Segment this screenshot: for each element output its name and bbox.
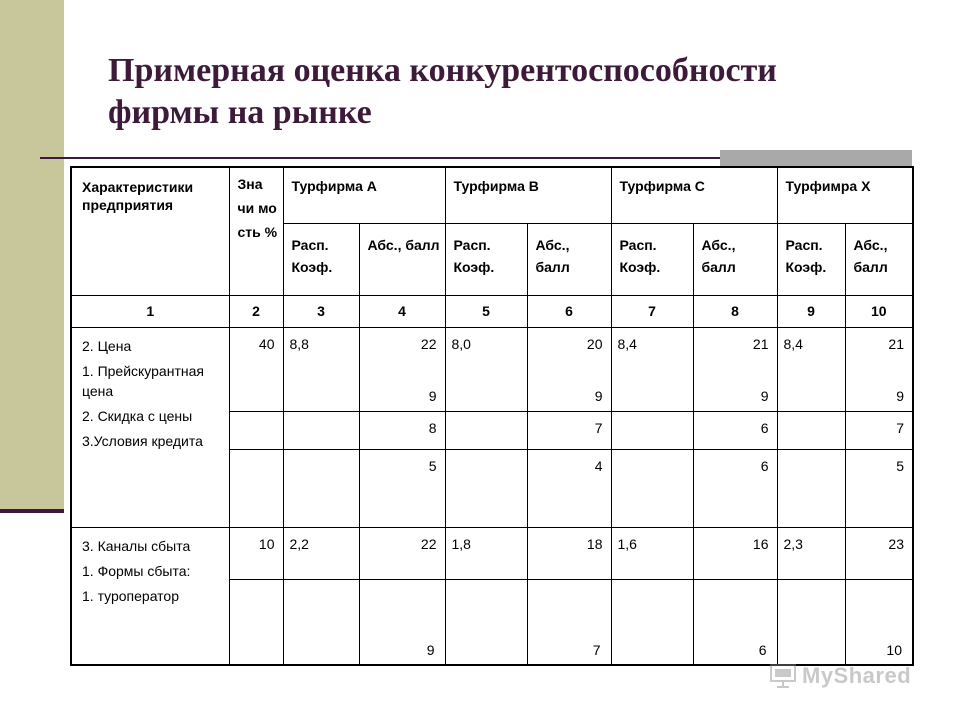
price-coef-a: 8,8 [283,327,359,411]
price-label-line: 3.Условия кредита [82,432,203,449]
price-abs-x-list: 9 [896,387,904,404]
price-label-line: 2. Скидка с цены [82,407,193,424]
column-number-row [71,295,913,327]
tour-operator-coef-a-empty [283,579,359,665]
price-abs-a-list: 9 [428,387,437,404]
channels-row-main [71,527,913,579]
discount-abs-b: 7 [527,411,611,449]
header-firm-c: Турфирма С [611,167,777,223]
channels-label-line: 3. Каналы сбыта [82,537,191,554]
slide-title-line2: фирмы на рынке [108,94,372,131]
credit-coef-c-empty [611,449,693,527]
channels-characteristic [71,527,229,665]
price-label-line: 1. Прейскурантная цена [82,362,204,399]
watermark-text: MyShared [802,663,912,688]
header-abs-x: Абс., балл [845,223,913,295]
price-abs-c-total: 21 [752,335,769,352]
col-num-8: 8 [693,295,777,327]
header-coef-x: Расп. Коэф. [777,223,845,295]
header-significance: Зна чи мо сть % [229,167,283,295]
header-abs-a: Абс., балл [359,223,445,295]
tour-operator-abs-x-value: 10 [886,642,902,658]
discount-coef-b-empty [445,411,527,449]
header-abs-b: Абс., балл [527,223,611,295]
channels-significance: 10 [229,527,283,579]
col-num-4: 4 [359,295,445,327]
tour-operator-abs-b [527,579,611,665]
price-abs-a [359,327,445,411]
discount-coef-x-empty [777,411,845,449]
col-num-9: 9 [777,295,845,327]
credit-abs-c: 6 [693,449,777,527]
channels-coef-a: 2,2 [283,527,359,579]
header-characteristic: Характеристики предприятия [71,167,229,295]
price-significance: 40 [229,327,283,411]
price-label-line: 2. Цена [82,337,132,354]
tour-operator-coef-x-empty [777,579,845,665]
channels-abs-a: 22 [359,527,445,579]
price-characteristic [71,327,229,527]
discount-coef-c-empty [611,411,693,449]
discount-significance-empty [229,411,283,449]
credit-abs-x: 5 [845,449,913,527]
header-coef-c: Расп. Коэф. [611,223,693,295]
tour-operator-abs-c [693,579,777,665]
tour-operator-abs-a [359,579,445,665]
watermark [768,656,928,696]
col-num-3: 3 [283,295,359,327]
price-coef-c: 8,4 [611,327,693,411]
price-abs-b [527,327,611,411]
credit-abs-a: 5 [359,449,445,527]
tour-operator-significance-empty [229,579,283,665]
competitiveness-table [70,166,914,666]
channels-label-line: 1. Формы сбыта: [82,562,191,579]
tour-operator-coef-b-empty [445,579,527,665]
credit-coef-a-empty [283,449,359,527]
credit-coef-x-empty [777,449,845,527]
channels-coef-c: 1,6 [611,527,693,579]
price-abs-x-total: 21 [888,335,904,352]
credit-abs-b: 4 [527,449,611,527]
title-underline [40,157,720,159]
header-firm-a: Турфирма А [283,167,445,223]
discount-coef-a-empty [283,411,359,449]
channels-abs-c: 16 [693,527,777,579]
tour-operator-abs-a-value: 9 [426,642,435,658]
credit-significance-empty [229,449,283,527]
tour-operator-coef-c-empty [611,579,693,665]
channels-abs-x: 23 [845,527,913,579]
col-num-1: 1 [71,295,229,327]
slide-title [108,50,777,134]
tour-operator-abs-b-value: 7 [592,642,601,658]
price-abs-x [845,327,913,411]
channels-label-line: 1. туроператор [82,587,180,604]
header-abs-c: Абс., балл [693,223,777,295]
price-row-main [71,327,913,411]
col-num-2: 2 [229,295,283,327]
header-firm-b: Турфирма В [445,167,611,223]
credit-coef-b-empty [445,449,527,527]
col-num-5: 5 [445,295,527,327]
col-num-10: 10 [845,295,913,327]
channels-coef-x: 2,3 [777,527,845,579]
discount-abs-a: 8 [359,411,445,449]
price-coef-x: 8,4 [777,327,845,411]
price-abs-b-list: 9 [594,387,603,404]
slide-title-line1: Примерная оценка конкурентоспособности [108,52,777,89]
header-firm-x: Турфимра Х [777,167,913,223]
tour-operator-abs-x [845,579,913,665]
price-coef-b: 8,0 [445,327,527,411]
header-row-firms [71,167,913,223]
left-decor-rule [0,509,64,513]
tour-operator-abs-c-value: 6 [758,642,767,658]
left-decor-band [0,0,64,512]
discount-abs-c: 6 [693,411,777,449]
col-num-6: 6 [527,295,611,327]
header-coef-b: Расп. Коэф. [445,223,527,295]
discount-abs-x: 7 [845,411,913,449]
col-num-7: 7 [611,295,693,327]
decor-gray-bar [720,150,912,166]
channels-abs-b: 18 [527,527,611,579]
price-abs-c [693,327,777,411]
channels-coef-b: 1,8 [445,527,527,579]
price-abs-c-list: 9 [760,387,769,404]
projector-icon [768,663,798,689]
header-coef-a: Расп. Коэф. [283,223,359,295]
price-abs-a-total: 22 [420,335,437,352]
price-abs-b-total: 20 [586,335,603,352]
